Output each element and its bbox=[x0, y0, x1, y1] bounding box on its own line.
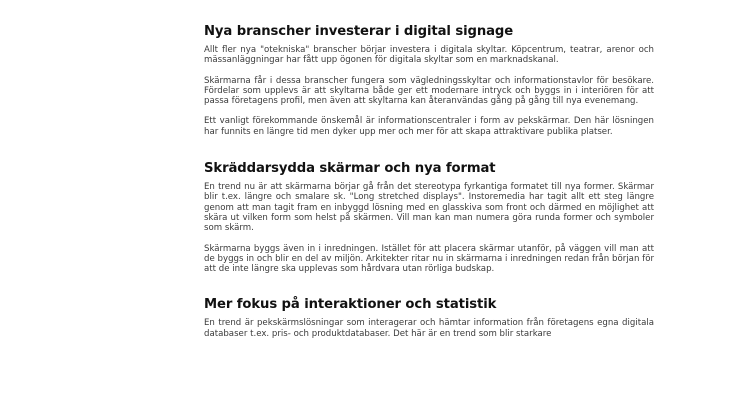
paragraph: Ett vanligt förekommande önskemål är informationscentraler i form av pekskärmar. Den här lösningen har funnits en längre tid men dyker upp mer och mer för att skapa attraktivare publika platser. bbox=[204, 116, 654, 137]
paragraph: En trend är pekskärmslösningar som interagerar och hämtar information från företagens egna digitala databaser t.ex. pris- och produktdatabaser. Det här är en trend som blir starkare bbox=[204, 318, 654, 339]
section-heading: Mer fokus på interaktioner och statistik bbox=[204, 297, 497, 313]
paragraph: Skärmarna byggs även in i inredningen. Istället för att placera skärmar utanför, på väggen vill man att de byggs in och blir en del av miljön. Arkitekter ritar nu in skärmarna i inredningen redan från början för att de inte längre ska upplevas som hårdvara utan rörliga budskap. bbox=[204, 243, 654, 275]
article-body bbox=[204, 24, 654, 349]
clipped-previous-text bbox=[204, 0, 652, 2]
section-custom-screens bbox=[204, 161, 654, 274]
section-new-industries bbox=[204, 24, 654, 137]
section-heading: Nya branscher investerar i digital signage bbox=[204, 24, 514, 39]
paragraph: Allt fler nya "otekniska" branscher börjar investera i digitala skyltar. Köpcentrum, teatrar, arenor och mässanläggningar har fått upp ögonen för digitala skyltar som en marknadskanal. bbox=[204, 45, 654, 66]
paragraph: Skärmarna får i dessa branscher fungera som vägledningsskyltar och informationstavlor för besökare. Fördelar som upplevs är att skyltarna både ger ett modernare intryck och byggs in i interiören för att passa företagens profil, men även att skyltarna kan återanvändas gång på gång till nya evenemang. bbox=[204, 75, 654, 107]
section-heading: Skräddarsydda skärmar och nya format bbox=[204, 161, 496, 177]
paragraph: En trend nu är att skärmarna börjar gå från det stereotypa fyrkantiga formatet till nya former. Skärmar blir t.ex. längre och smalare sk. "Long stretched displays". Instoremedia har tagit allt ett steg längre genom att man tagit fram en inbyggd lösning med en glasskiva som front och därmed en möjlighet att skära ut vilken form som helst på skärmen. Vill man kan man numera göra runda former och symboler som skärm. bbox=[204, 182, 654, 234]
section-interaction-statistics bbox=[204, 297, 654, 339]
